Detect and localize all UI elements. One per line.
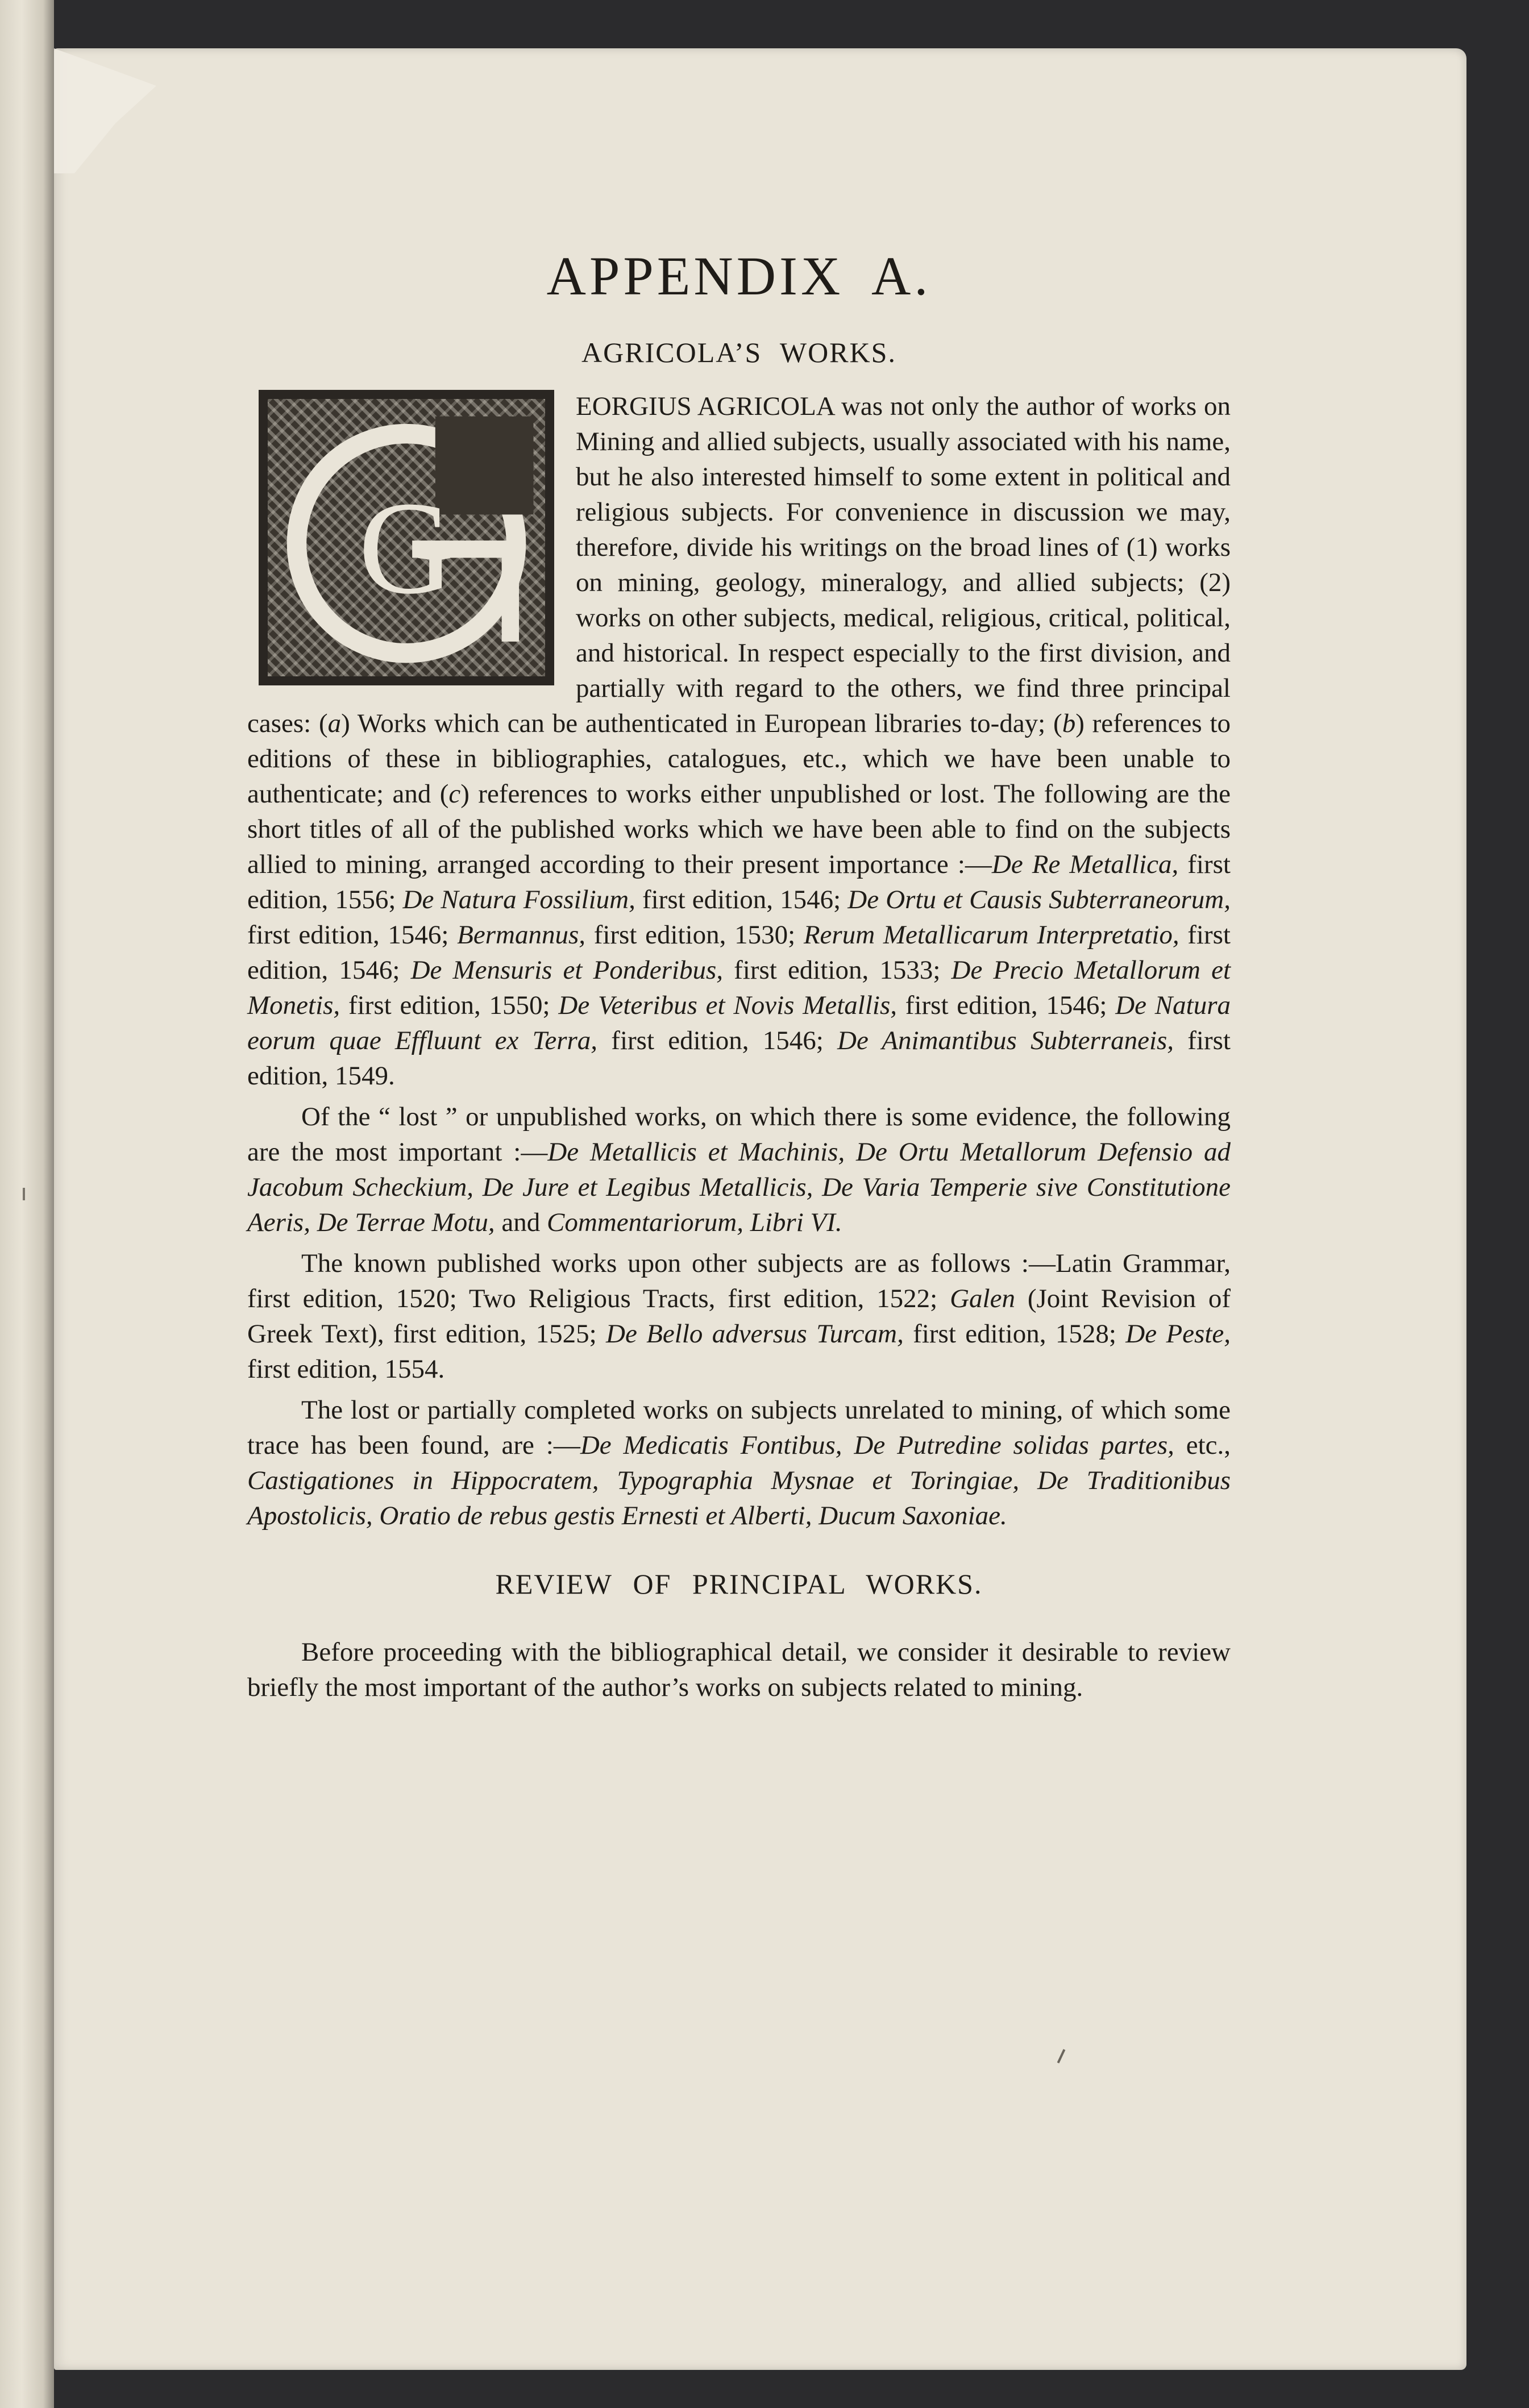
paragraph-4 [247,1392,1231,1533]
section-heading: REVIEW OF PRINCIPAL WORKS. [495,1568,983,1600]
p1-work-6: De Mensuris et Ponderibus, [410,955,724,985]
p1-work-4: Bermannus, [457,920,585,950]
book-page [54,48,1466,2370]
p1-work-3: De Ortu et Causis Subterraneorum, [847,885,1231,914]
pencil-mark [1057,2049,1066,2063]
page-title: APPENDIX A. [546,246,932,306]
p1-work-8: De Veteribus et Novis Metallis, [558,991,898,1020]
p1-text-4: ) references to works either unpublished or lost. The following are the short titles of all of the published works which we have been able to find on the subjects allied to mining, arranged according to their present importance :— [247,779,1231,879]
p1-text-8: first edition, 1530; [585,920,804,950]
ornamental-initial [259,390,554,685]
initial-letter-text: G [358,474,455,622]
p1-text-10: first edition, 1533; [723,955,952,985]
p4-works-2: Castigationes in Hippocratem, Typographia Mysnae et Toringiae, De Traditionibus Apostolicis, Oratio de rebus gestis Ernesti et Alberti, Ducum Saxoniae. [247,1466,1231,1531]
subtitle: AGRICOLA’S WORKS. [581,336,896,368]
p1-text-1: EORGIUS AGRICOLA was not only the author of works on Mining and allied subjects, usually associated with his name, but he also interested himself to some extent in political and religious subjects. For convenience in discussion we may, therefore, divide his writings on the broad lines of (1) works on mining, geology, mineralogy, and allied subjects; (2) works on other subjects, medical, religious, critical, political, and historical. In respect especially to the first division, and partially with regard to the others, we find three principal cases: ( [247,392,1231,738]
paragraph-5: Before proceeding with the bibliographical detail, we consider it desirable to review briefly the most important of the author’s works on subjects related to mining. [247,1637,1231,1702]
paragraph-1 [247,389,1231,1093]
p4-text-2: etc., [1174,1430,1231,1460]
p1-work-7: De Precio Metallorum et Monetis, [247,955,1231,1020]
p2-works-2: Commentariorum, Libri VI. [546,1208,842,1237]
p4-text-1: The lost or partially completed works on subjects unrelated to mining, of which some trace has been found, are :— [247,1395,1231,1460]
p1-text-6: first edition, 1546; [635,885,848,914]
p1-text-7: first edition, 1546; [247,920,458,950]
p1-text-13: first edition, 1546; [597,1026,838,1055]
torn-corner [54,48,156,173]
p1-case-a: a [327,709,342,738]
initial-letter-svg [262,393,551,682]
p3-work-2: De Bello adversus Turcam, [606,1319,904,1349]
p1-work-5: Rerum Metallicarum Interpretatio, [803,920,1179,950]
p3-work-3: De Peste, [1125,1319,1231,1349]
page-edge [0,0,54,2408]
p1-case-c: c [448,779,461,809]
p3-text-4: first edition, 1554. [247,1354,445,1384]
p1-text-3: ) references to editions of these in bibliographies, catalogues, etc., which we have been unable to authenticate; and ( [247,709,1231,809]
p1-work-9: De Natura eorum quae Effluunt ex Terra, [247,991,1231,1055]
p1-text-11: first edition, 1550; [340,991,559,1020]
edge-mark [23,1188,25,1200]
p1-work-2: De Natura Fossilium, [402,885,635,914]
p2-text-2: and [495,1208,547,1237]
p4-works-1: De Medicatis Fontibus, De Putredine solidas partes, [580,1430,1174,1460]
p2-works-1: De Metallicis et Machinis, De Ortu Metallorum Defensio ad Jacobum Scheckium, De Jure et Legibus Metallicis, De Varia Temperie sive Constitutione Aeris, De Terrae Motu, [247,1137,1231,1237]
p1-text-12: first edition, 1546; [897,991,1116,1020]
p1-text-9: first edition, 1546; [247,920,1231,985]
p1-case-b: b [1062,709,1076,738]
p1-text-14: first edition, 1549. [247,1026,1231,1091]
p1-work-10: De Animantibus Subterraneis, [837,1026,1174,1055]
p1-text-2: ) Works which can be authenticated in European libraries to-day; ( [341,709,1062,738]
p1-text-5: first edition, 1556; [247,850,1231,914]
p3-work-1: Galen [950,1284,1015,1313]
p3-text-2: (Joint Revision of Greek Text), first edition, 1525; [247,1284,1231,1349]
p3-text-3: first edition, 1528; [903,1319,1126,1349]
paragraph-3 [247,1246,1231,1387]
p2-text-1: Of the “ lost ” or unpublished works, on which there is some evidence, the following are the most important :— [247,1102,1231,1167]
paragraph-2 [247,1099,1231,1240]
text-block [247,244,1231,1711]
p1-work-1: De Re Metallica, [991,850,1179,879]
p3-text-1: The known published works upon other subjects are as follows :—Latin Grammar, first edition, 1520; Two Religious Tracts, first edition, 1522; [247,1249,1231,1313]
